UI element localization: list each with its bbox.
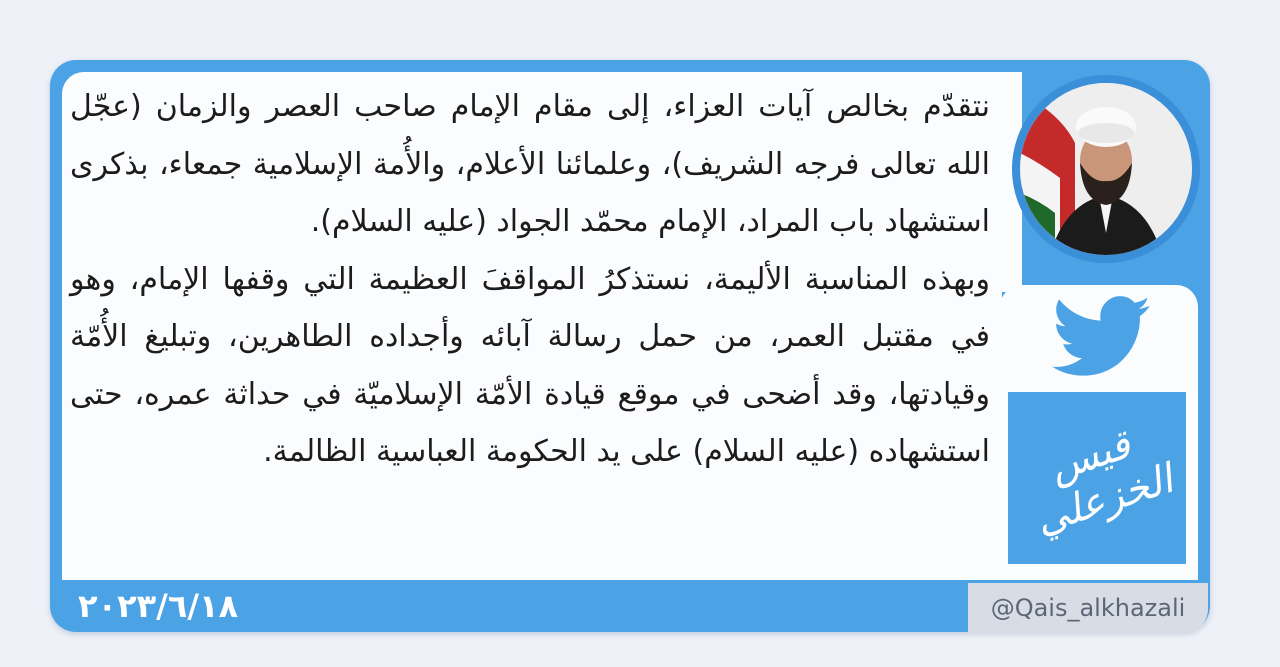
post-date: ٢٠٢٣/٦/١٨	[78, 587, 239, 625]
portrait-illustration	[1020, 83, 1192, 255]
handle-badge	[968, 583, 1208, 633]
twitter-handle[interactable]: @Qais_alkhazali	[990, 594, 1186, 622]
post-body	[70, 78, 990, 481]
signature-text: قيس الخزعلي	[1029, 421, 1179, 544]
avatar-photo	[1020, 83, 1192, 255]
paragraph-1: نتقدّم بخالص آيات العزاء، إلى مقام الإمام صاحب العصر والزمان (عجّل الله تعالى فرجه الشريف)، وعلمائنا الأعلام، والأُمة الإسلامية جمعاء، بذكرى استشهاد باب المراد، الإمام محمّد الجواد (عليه السلام).	[70, 89, 990, 239]
twitter-bird-icon	[1052, 295, 1152, 383]
paragraph-2: وبهذه المناسبة الأليمة، نستذكرُ المواقفَ العظيمة التي وقفها الإمام، وهو في مقتبل العمر، من حمل رسالة آبائه وأجداده الطاهرين، وتبليغ الأُمّة وقيادتها، وقد أضحى في موقع قيادة الأمّة الإسلاميّة في حداثة عمره، حتى استشهاده (عليه السلام) على يد الحكومة العباسية الظالمة.	[70, 261, 990, 469]
signature-calligraphy	[1008, 392, 1186, 564]
avatar	[1012, 75, 1200, 263]
